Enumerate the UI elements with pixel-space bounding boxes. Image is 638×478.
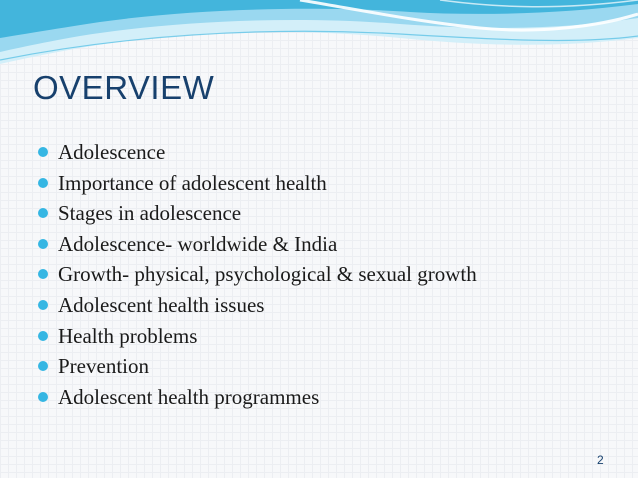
list-item bbox=[38, 168, 477, 199]
bullet-text: Adolescent health issues bbox=[58, 292, 265, 317]
bullet-icon bbox=[38, 147, 48, 157]
bullet-icon bbox=[38, 361, 48, 371]
bullet-icon bbox=[38, 208, 48, 218]
list-item bbox=[38, 321, 477, 352]
slide-title: OVERVIEW bbox=[33, 69, 215, 106]
list-item bbox=[38, 290, 477, 321]
page-number: 2 bbox=[597, 453, 604, 467]
bullet-text: Adolescence- worldwide & India bbox=[58, 231, 338, 256]
bullet-text: Adolescent health programmes bbox=[58, 384, 320, 409]
list-item bbox=[38, 198, 477, 229]
bullet-icon bbox=[38, 300, 48, 310]
bullet-text: Growth- physical, psychological & sexual growth bbox=[58, 262, 477, 287]
list-item bbox=[38, 351, 477, 382]
bullet-icon bbox=[38, 178, 48, 188]
list-item bbox=[38, 137, 477, 168]
bullet-icon bbox=[38, 239, 48, 249]
list-item bbox=[38, 229, 477, 260]
list-item bbox=[38, 259, 477, 290]
bullet-icon bbox=[38, 269, 48, 279]
bullet-text: Prevention bbox=[58, 354, 149, 379]
bullet-text: Adolescence bbox=[58, 140, 166, 164]
bullet-text: Importance of adolescent health bbox=[58, 170, 327, 195]
bullet-icon bbox=[38, 331, 48, 341]
bullet-list bbox=[38, 137, 477, 412]
bullet-icon bbox=[38, 392, 48, 402]
bullet-text: Health problems bbox=[58, 323, 198, 348]
list-item bbox=[38, 382, 477, 413]
bullet-text: Stages in adolescence bbox=[58, 201, 242, 226]
